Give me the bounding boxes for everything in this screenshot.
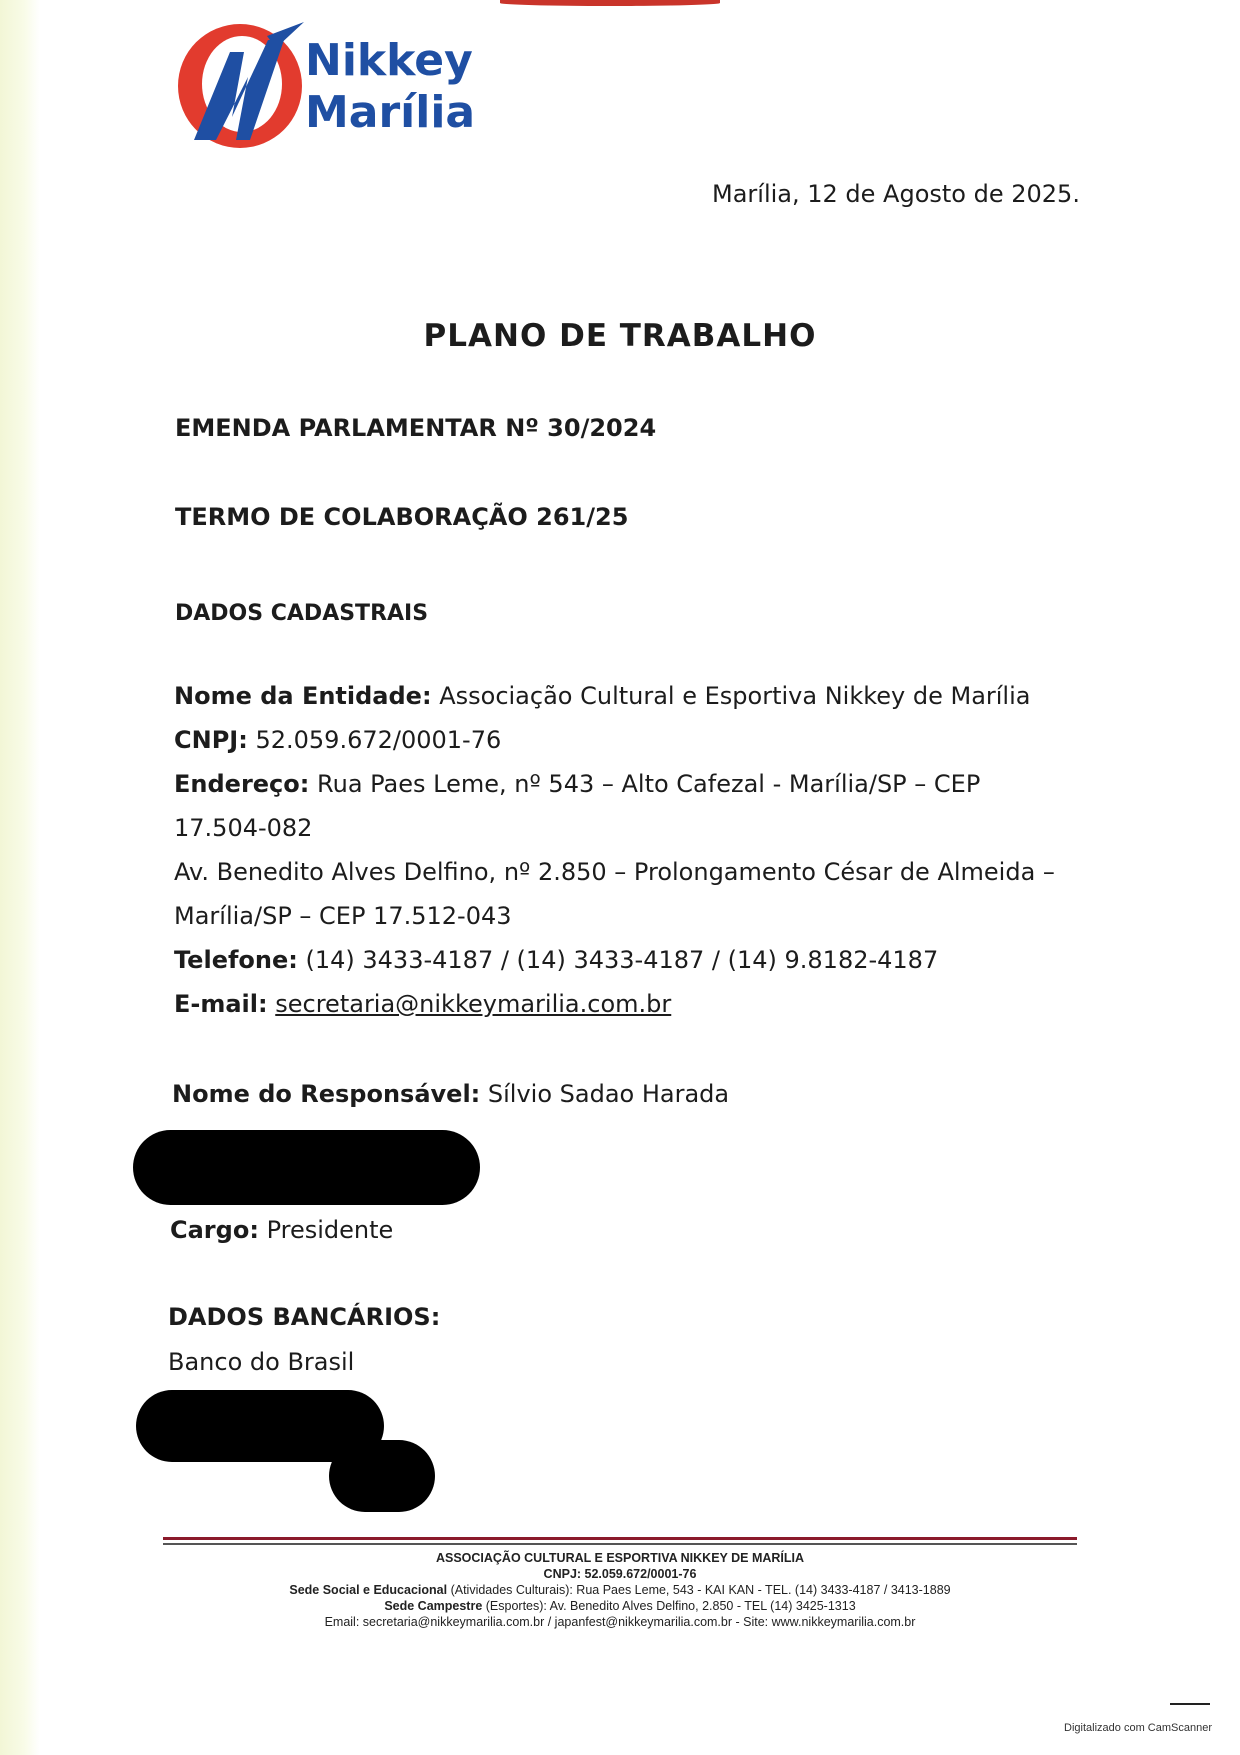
footer-org	[170, 1550, 1070, 1566]
endereco-line	[174, 770, 980, 798]
cargo-line	[170, 1216, 393, 1244]
logo-line2: Marília	[305, 87, 476, 138]
cnpj-line	[174, 726, 501, 754]
cargo-value: Presidente	[266, 1216, 394, 1244]
scan-top-artifact	[500, 0, 720, 6]
footer-sede-campestre	[170, 1598, 1070, 1614]
entidade-line	[174, 682, 1030, 710]
entidade-label: Nome da Entidade:	[174, 682, 432, 710]
dados-bancarios-heading: DADOS BANCÁRIOS:	[168, 1303, 441, 1331]
footer-sede-social	[170, 1582, 1070, 1598]
footer-sede-social-label: Sede Social e Educacional	[289, 1583, 448, 1597]
redaction-block	[329, 1440, 435, 1512]
document-title: PLANO DE TRABALHO	[423, 318, 817, 354]
entidade-value: Associação Cultural e Esportiva Nikkey de Marília	[439, 682, 1031, 710]
scan-page-edge	[0, 0, 40, 1755]
footer-sede-campestre-text: (Esportes): Av. Benedito Alves Delfino, 2.850 - TEL (14) 3425-1313	[485, 1599, 856, 1613]
camscanner-note: Digitalizado com CamScanner	[1064, 1722, 1212, 1734]
responsavel-label: Nome do Responsável:	[172, 1080, 481, 1108]
emenda-heading: EMENDA PARLAMENTAR Nº 30/2024	[175, 414, 657, 442]
footer-cnpj-text: CNPJ: 52.059.672/0001-76	[543, 1567, 697, 1581]
responsavel-value: Sílvio Sadao Harada	[487, 1080, 730, 1108]
logo-line1: Nikkey	[305, 35, 473, 86]
email-link[interactable]: secretaria@nikkeymarilia.com.br	[275, 990, 672, 1018]
footer-sede-campestre-label: Sede Campestre	[384, 1599, 483, 1613]
endereco-value-4: Marília/SP – CEP 17.512-043	[174, 902, 512, 930]
endereco-value-2: 17.504-082	[174, 814, 313, 842]
cnpj-value: 52.059.672/0001-76	[255, 726, 502, 754]
email-line	[174, 990, 671, 1018]
scan-corner-mark	[1170, 1703, 1210, 1705]
email-label: E-mail:	[174, 990, 268, 1018]
footer-contacts: Email: secretaria@nikkeymarilia.com.br / japanfest@nikkeymarilia.com.br - Site: www.nikkeymarilia.com.br	[324, 1615, 916, 1629]
footer-sede-social-text: (Atividades Culturais): Rua Paes Leme, 543 - KAI KAN - TEL. (14) 3433-4187 / 3413-1889	[450, 1583, 951, 1597]
telefone-value: (14) 3433-4187 / (14) 3433-4187 / (14) 9.8182-4187	[305, 946, 939, 974]
endereco-label: Endereço:	[174, 770, 310, 798]
footer-rule	[163, 1543, 1077, 1545]
banco-value: Banco do Brasil	[168, 1348, 355, 1376]
footer-rule	[163, 1537, 1077, 1540]
telefone-label: Telefone:	[174, 946, 298, 974]
footer-org-name: ASSOCIAÇÃO CULTURAL E ESPORTIVA NIKKEY DE MARÍLIA	[435, 1551, 805, 1565]
cnpj-label: CNPJ:	[174, 726, 248, 754]
footer-cnpj	[170, 1566, 1070, 1582]
redaction-block	[133, 1130, 480, 1205]
cargo-label: Cargo:	[170, 1216, 259, 1244]
termo-heading: TERMO DE COLABORAÇÃO 261/25	[175, 503, 629, 531]
logo-wordmark	[305, 35, 475, 139]
endereco-value-1: Rua Paes Leme, nº 543 – Alto Cafezal - Marília/SP – CEP	[317, 770, 981, 798]
responsavel-line	[172, 1080, 729, 1108]
document-date: Marília, 12 de Agosto de 2025.	[712, 180, 1080, 208]
dados-cadastrais-heading: DADOS CADASTRAIS	[175, 601, 429, 626]
telefone-line	[174, 946, 938, 974]
endereco-value-3: Av. Benedito Alves Delfino, nº 2.850 – Prolongamento César de Almeida –	[174, 858, 1055, 886]
